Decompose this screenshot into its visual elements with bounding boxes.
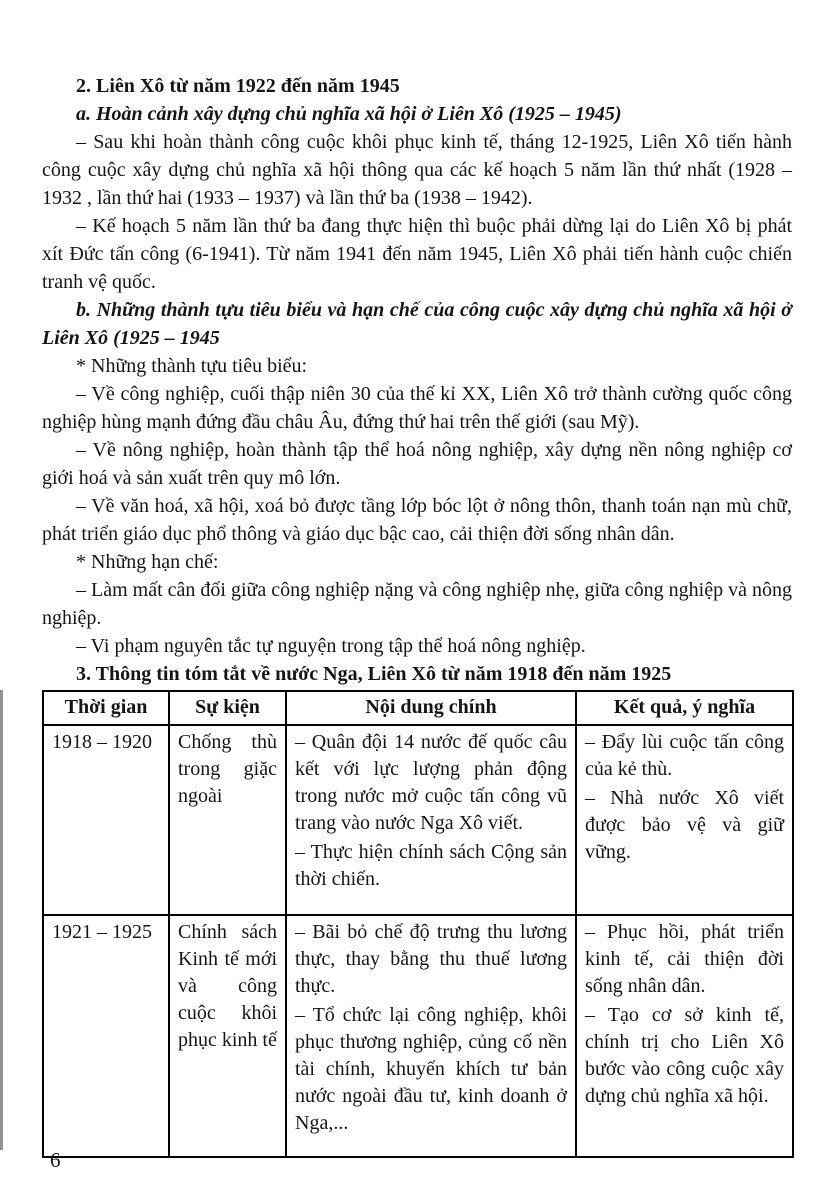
header-time: Thời gian (43, 691, 169, 725)
paragraph-achievements-label: * Những thành tựu tiêu biểu: (76, 355, 308, 377)
paragraph-violation: – Vi phạm nguyên tắc tự nguyện trong tập thể hoá nông nghiệp. (76, 635, 586, 657)
table-row (43, 725, 793, 915)
result-item: – Phục hồi, phát triển kinh tế, cải thiện đời sống nhân dân. (585, 921, 784, 997)
subheading-b: b. Những thành tựu tiêu biểu và hạn chế của công cuộc xây dựng chủ nghĩa xã hội ở Liên Xô (1925 – 1945 (42, 299, 792, 349)
cell-result-1918 (576, 725, 793, 915)
paragraph-agriculture: – Về nông nghiệp, hoàn thành tập thể hoá nông nghiệp, xây dựng nền nông nghiệp cơ giới hoá và sản xuất trên quy mô lớn. (42, 439, 792, 489)
cell-time-1918: 1918 – 1920 (43, 725, 169, 915)
cell-result-1921 (576, 915, 793, 1157)
cell-content-1918 (286, 725, 576, 915)
scan-artifact (0, 690, 3, 1150)
cell-content-1921 (286, 915, 576, 1157)
paragraph-third-plan: – Kế hoạch 5 năm lần thứ ba đang thực hiện thì buộc phải dừng lại do Liên Xô bị phát xít Đức tấn công (6-1941). Từ năm 1941 đến năm 1945, Liên Xô phải tiến hành cuộc chiến tranh vệ quốc. (42, 215, 792, 293)
page-number: 6 (50, 1148, 61, 1172)
paragraph-industry: – Về công nghiệp, cuối thập niên 30 của thế kỉ XX, Liên Xô trở thành cường quốc công nghiệp hùng mạnh đứng đầu châu Âu, đứng thứ hai trên thế giới (sau Mỹ). (42, 383, 792, 433)
content-item: – Bãi bỏ chế độ trưng thu lương thực, thay bằng thu thuế lương thực. (295, 921, 567, 997)
result-item: – Tạo cơ sở kinh tế, chính trị cho Liên Xô bước vào công cuộc xây dựng chủ nghĩa xã hội. (585, 1004, 784, 1107)
content-item: – Thực hiện chính sách Cộng sản thời chiến. (295, 841, 567, 890)
paragraph-restore-economy: – Sau khi hoàn thành công cuộc khôi phục kinh tế, tháng 12-1925, Liên Xô tiến hành công cuộc xây dựng chủ nghĩa xã hội thông qua các kế hoạch 5 năm lần thứ nhất (1928 – 1932 , lần thứ hai (1933 – 1937) và lần thứ ba (1938 – 1942). (42, 131, 792, 209)
section-heading-2: 2. Liên Xô từ năm 1922 đến năm 1945 (76, 75, 400, 97)
subheading-a: a. Hoàn cảnh xây dựng chủ nghĩa xã hội ở Liên Xô (1925 – 1945) (76, 103, 622, 125)
content-item: – Quân đội 14 nước đế quốc câu kết với lực lượng phản động trong nước mở cuộc tấn công vũ trang vào nước Nga Xô viết. (295, 731, 567, 834)
summary-table (42, 690, 794, 1158)
document-page (42, 72, 792, 1158)
cell-event-1918 (169, 725, 286, 915)
cell-event-1921 (169, 915, 286, 1157)
header-result: Kết quả, ý nghĩa (576, 691, 793, 725)
event-text: Chống thù trong giặc ngoài (178, 731, 277, 807)
event-text: Chính sách Kinh tế mới và công cuộc khôi phục kinh tế (178, 921, 277, 1051)
header-event: Sự kiện (169, 691, 286, 725)
section-heading-3: 3. Thông tin tóm tắt về nước Nga, Liên Xô từ năm 1918 đến năm 1925 (76, 663, 672, 685)
content-item: – Tổ chức lại công nghiệp, khôi phục thương nghiệp, củng cố nền tài chính, khuyến khích tư bản nước ngoài đầu tư, kinh doanh ở Nga,... (295, 1004, 567, 1134)
table-row (43, 915, 793, 1157)
paragraph-limits-label: * Những hạn chế: (76, 551, 219, 573)
result-item: – Đẩy lùi cuộc tấn công của kẻ thù. (585, 731, 784, 780)
result-item: – Nhà nước Xô viết được bảo vệ và giữ vững. (585, 787, 784, 863)
cell-time-1921: 1921 – 1925 (43, 915, 169, 1157)
paragraph-culture: – Về văn hoá, xã hội, xoá bỏ được tầng lớp bóc lột ở nông thôn, thanh toán nạn mù chữ, phát triển giáo dục phổ thông và giáo dục bậc cao, cải thiện đời sống nhân dân. (42, 495, 792, 545)
paragraph-imbalance: – Làm mất cân đối giữa công nghiệp nặng và công nghiệp nhẹ, giữa công nghiệp và nông nghiệp. (42, 579, 792, 629)
table-header-row (43, 691, 793, 725)
header-content: Nội dung chính (286, 691, 576, 725)
